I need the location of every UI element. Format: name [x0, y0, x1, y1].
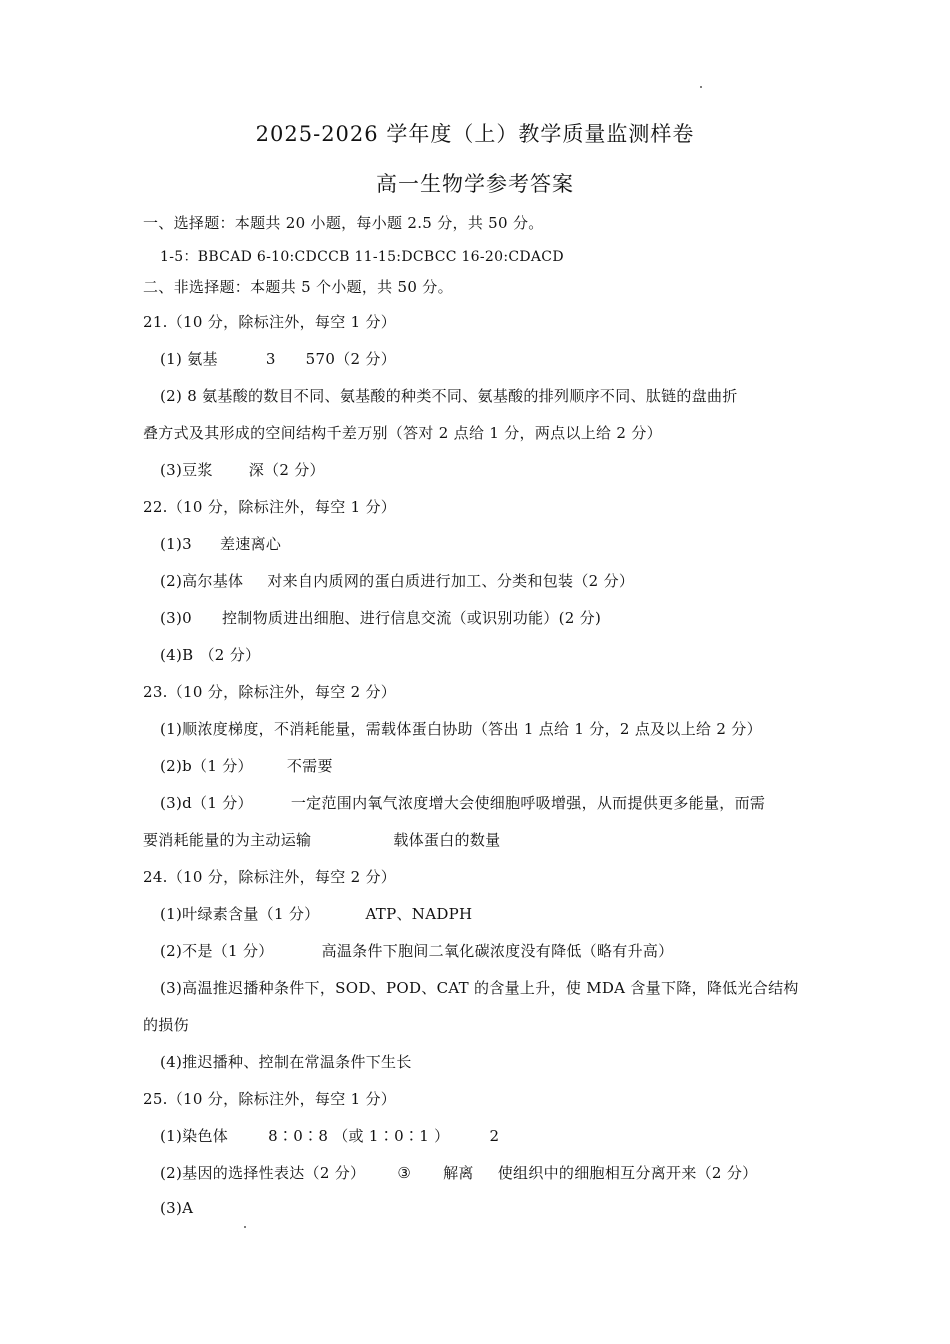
q22-a1-label: (1)3	[160, 535, 192, 553]
page-subtitle: 高一生物学参考答案	[376, 172, 574, 196]
q23-a3-label: (3)d（1 分）	[160, 794, 253, 812]
q21-answer-2-line2: 叠方式及其形成的空间结构千差万别（答对 2 点给 1 分，两点以上给 2 分）	[143, 424, 662, 442]
choice-answers: 1-5：BBCAD 6-10:CDCCB 11-15:DCBCC 16-20:CDACD	[160, 249, 564, 265]
q25-a2-v3: 使组织中的细胞相互分离开来（2 分）	[497, 1164, 758, 1182]
q22-answer-1	[160, 533, 281, 554]
q25-answer-2	[160, 1162, 757, 1183]
q25-a1-label: (1)染色体	[160, 1127, 229, 1145]
q21-a3-v1: 深（2 分）	[248, 461, 325, 479]
q24-answer-3-line2: 的损伤	[143, 1016, 189, 1034]
q23-answer-3-line2	[143, 829, 500, 850]
q22-answer-3	[160, 607, 601, 628]
q21-a3-label: (3)豆浆	[160, 461, 213, 479]
q21-a1-v1: 3	[265, 350, 276, 368]
q23-a3-line2-b: 载体蛋白的数量	[393, 831, 501, 849]
q22-a3-v1: 控制物质进出细胞、进行信息交流（或识别功能）(2 分)	[222, 609, 602, 627]
q22-a4-v1: （2 分）	[199, 646, 261, 664]
q25-heading: 25.（10 分，除标注外，每空 1 分）	[143, 1090, 397, 1108]
q22-answer-4	[160, 644, 260, 665]
q21-answer-1	[160, 348, 396, 369]
q22-a4-label: (4)B	[160, 646, 194, 664]
q21-a1-v2: 570（2 分）	[305, 350, 397, 368]
q24-a1-label: (1)叶绿素含量（1 分）	[160, 905, 320, 923]
q23-a2-label: (2)b（1 分）	[160, 757, 253, 775]
q25-answer-3: (3)A	[160, 1199, 194, 1217]
q22-a3-label: (3)0	[160, 609, 192, 627]
q25-answer-1	[160, 1125, 499, 1146]
q25-a1-v1: 8∶0∶8 （或 1∶0∶1 ）	[268, 1127, 450, 1145]
scan-dot	[700, 86, 702, 88]
q24-heading: 24.（10 分，除标注外，每空 2 分）	[143, 868, 397, 886]
q22-answer-2	[160, 570, 634, 591]
q23-heading: 23.（10 分，除标注外，每空 2 分）	[143, 683, 397, 701]
q22-heading: 22.（10 分，除标注外，每空 1 分）	[143, 498, 397, 516]
q24-answer-3-line1: (3)高温推迟播种条件下，SOD、POD、CAT 的含量上升，使 MDA 含量下降，降低光合结构	[160, 979, 799, 997]
q22-a1-v1: 差速离心	[220, 535, 282, 553]
q22-a2-v1: 对来自内质网的蛋白质进行加工、分类和包装（2 分）	[267, 572, 635, 590]
q25-a1-v2: 2	[489, 1127, 500, 1145]
q21-answer-3	[160, 459, 325, 480]
scan-dot	[244, 1226, 246, 1228]
q23-a3-line2-a: 要消耗能量的为主动运输	[143, 831, 312, 849]
q21-heading: 21.（10 分，除标注外，每空 1 分）	[143, 313, 397, 331]
section2-heading: 二、非选择题：本题共 5 个小题，共 50 分。	[143, 278, 453, 296]
section1-heading: 一、选择题：本题共 20 小题，每小题 2.5 分，共 50 分。	[143, 214, 544, 232]
q25-a2-label: (2)基因的选择性表达（2 分）	[160, 1164, 366, 1182]
q24-a2-v1: 高温条件下胞间二氧化碳浓度没有降低（略有升高）	[321, 942, 674, 960]
q23-a3-v1: 一定范围内氧气浓度增大会使细胞呼吸增强，从而提供更多能量，而需	[290, 794, 766, 812]
q23-answer-3	[160, 792, 765, 813]
q24-answer-4: (4)推迟播种、控制在常温条件下生长	[160, 1053, 412, 1071]
q23-answer-1: (1)顺浓度梯度，不消耗能量，需载体蛋白协助（答出 1 点给 1 分，2 点及以上给 2 分）	[160, 720, 762, 738]
q21-a1-label: (1) 氨基	[160, 350, 218, 368]
q24-a2-label: (2)不是（1 分）	[160, 942, 274, 960]
q24-answer-2	[160, 940, 673, 961]
q21-answer-2-line1: (2) 8 氨基酸的数目不同、氨基酸的种类不同、氨基酸的排列顺序不同、肽链的盘曲折	[160, 387, 738, 405]
q23-answer-2	[160, 755, 333, 776]
q22-a2-label: (2)高尔基体	[160, 572, 244, 590]
q25-a2-v2: 解离	[443, 1164, 474, 1182]
q24-a1-v1: ATP、NADPH	[365, 905, 473, 923]
page-title: 2025-2026 学年度（上）教学质量监测样卷	[255, 122, 695, 146]
q24-answer-1	[160, 903, 472, 924]
q23-a2-v1: 不需要	[286, 757, 333, 775]
q25-a2-v1: ③	[397, 1164, 412, 1182]
